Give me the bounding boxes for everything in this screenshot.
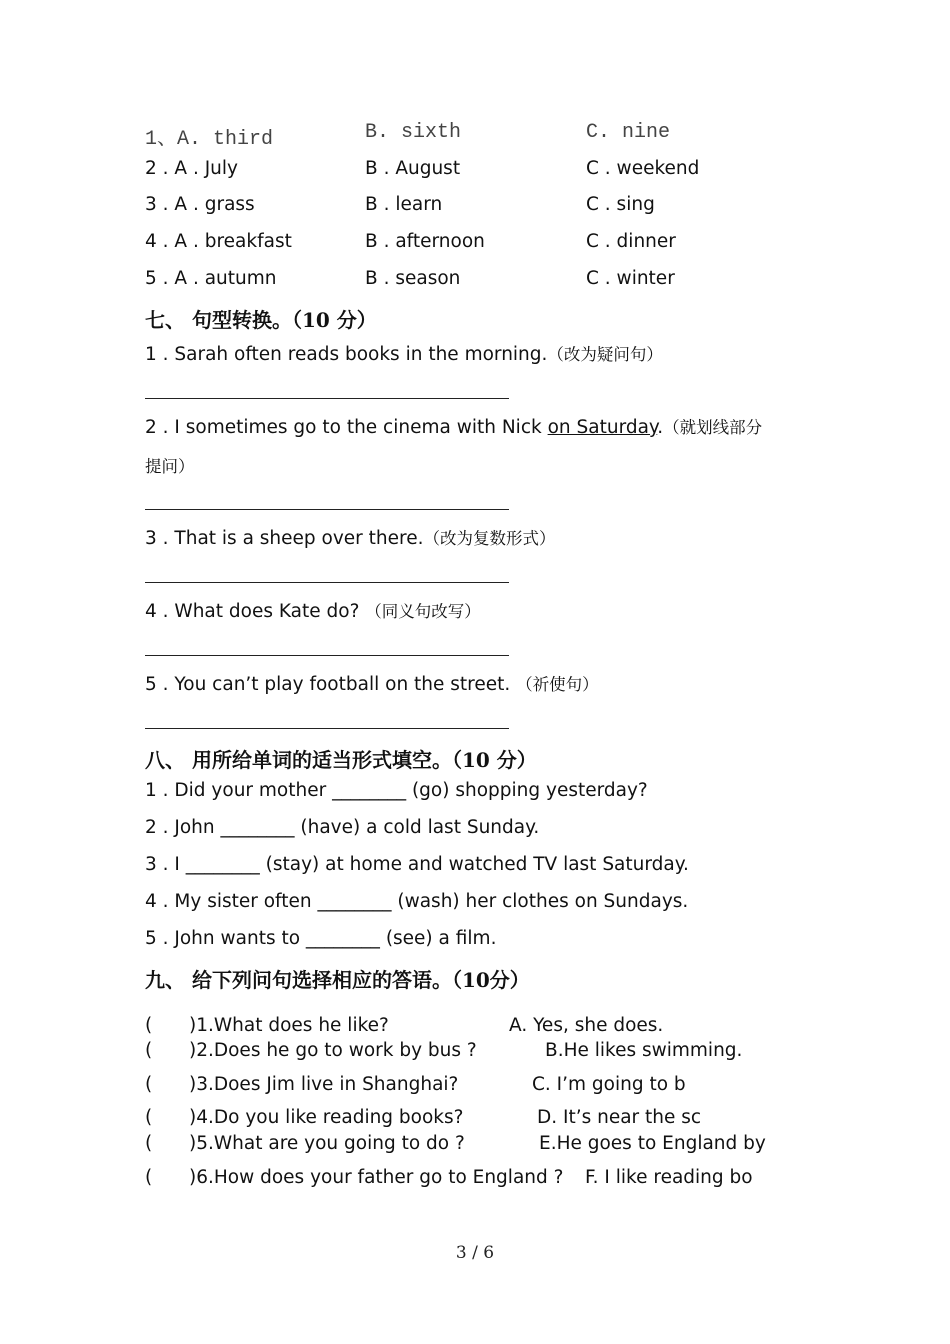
section-9-q2-paren: ( (145, 1040, 153, 1061)
choice-row-3-option-a: A . grass (174, 194, 255, 215)
section-9-q5-text: )5.What are you going to do ? (189, 1133, 465, 1154)
section-7-item-2-underlined: on Saturday (547, 417, 658, 438)
section-7-item-5 (145, 671, 599, 695)
section-8-item-3: 3 . I ________ (stay) at home and watched TV last Saturday. (145, 854, 689, 875)
section-7-item-2-period: . (657, 417, 664, 438)
choice-row-4-option-c: C . dinner (586, 231, 676, 252)
choice-row-2-number: 2 . (145, 158, 175, 179)
section-9-answer-f: F. I like reading bo (585, 1167, 753, 1188)
choice-row-5-option-a: A . autumn (174, 268, 277, 289)
choice-row-4 (145, 231, 292, 252)
choice-row-1 (145, 121, 273, 151)
section-7-item-3-hint: （改为复数形式） (423, 529, 556, 548)
section-9-title: 九、 给下列问句选择相应的答语。（10分） (145, 968, 530, 992)
section-7-item-1-hint: （改为疑问句） (547, 345, 663, 364)
section-8-item-2: 2 . John ________ (have) a cold last Sunday. (145, 817, 540, 838)
section-7-item-5-text: 5 . You can’t play football on the street. (145, 674, 517, 695)
choice-row-1-number: 1、 (145, 128, 178, 151)
section-7-item-5-hint: （祈使句） (516, 675, 599, 694)
section-9-answer-b: B.He likes swimming. (545, 1040, 743, 1061)
choice-row-4-option-a: A . breakfast (174, 231, 292, 252)
section-9-q3-paren: ( (145, 1074, 153, 1095)
section-9-answer-a: A. Yes, she does. (509, 1015, 664, 1036)
section-9-answer-d: D. It’s near the sc (537, 1107, 702, 1128)
section-7-item-2-hint-cont: 提问） (145, 457, 195, 476)
section-7-item-1 (145, 341, 663, 365)
choice-row-2-option-a: A . July (174, 158, 238, 179)
choice-row-5-option-b: B . season (365, 268, 461, 289)
section-7-item-4 (145, 598, 481, 622)
choice-row-1-option-a: A. third (177, 128, 274, 151)
section-7-item-3-text: 3 . That is a sheep over there. (145, 528, 424, 549)
choice-row-5-number: 5 . (145, 268, 175, 289)
choice-row-4-option-b: B . afternoon (365, 231, 485, 252)
choice-row-5 (145, 268, 277, 289)
page-number: 3 / 6 (455, 1243, 495, 1263)
choice-row-3-option-c: C . sing (586, 194, 655, 215)
section-8-item-1: 1 . Did your mother ________ (go) shopping yesterday? (145, 780, 648, 801)
section-8-item-5: 5 . John wants to ________ (see) a film. (145, 928, 497, 949)
section-9-q3-text: )3.Does Jim live in Shanghai? (189, 1074, 459, 1095)
section-7-title: 七、 句型转换。（10 分） (145, 308, 377, 332)
choice-row-2 (145, 158, 238, 179)
answer-line-3[interactable] (145, 582, 509, 583)
choice-row-2-option-c: C . weekend (586, 158, 700, 179)
choice-row-2-option-b: B . August (365, 158, 461, 179)
choice-row-5-option-c: C . winter (586, 268, 675, 289)
section-9-q6-text: )6.How does your father go to England ? (189, 1167, 564, 1188)
section-9-q4-paren: ( (145, 1107, 153, 1128)
section-8-item-4: 4 . My sister often ________ (wash) her clothes on Sundays. (145, 891, 689, 912)
answer-line-1[interactable] (145, 398, 509, 399)
section-7-item-1-text: 1 . Sarah often reads books in the morning. (145, 344, 548, 365)
section-7-item-2 (145, 414, 762, 438)
section-9-q6-paren: ( (145, 1167, 153, 1188)
section-7-item-4-text: 4 . What does Kate do? (145, 601, 366, 622)
choice-row-4-number: 4 . (145, 231, 175, 252)
section-7-item-3 (145, 525, 556, 549)
section-9-answer-e: E.He goes to England by (539, 1133, 766, 1154)
section-7-item-2-hint: （就划线部分 (663, 418, 763, 437)
answer-line-2[interactable] (145, 509, 509, 510)
section-9-q2-text: )2.Does he go to work by bus ? (189, 1040, 477, 1061)
choice-row-1-option-c: C. nine (586, 121, 671, 144)
choice-row-1-option-b: B. sixth (365, 121, 462, 144)
section-7-item-2-text: 2 . I sometimes go to the cinema with Nick (145, 417, 548, 438)
section-9-answer-c: C. I’m going to b (532, 1074, 686, 1095)
answer-line-4[interactable] (145, 655, 509, 656)
choice-row-3-option-b: B . learn (365, 194, 443, 215)
choice-row-3 (145, 194, 255, 215)
section-9-q4-text: )4.Do you like reading books? (189, 1107, 464, 1128)
answer-line-5[interactable] (145, 728, 509, 729)
choice-row-3-number: 3 . (145, 194, 175, 215)
section-8-title: 八、 用所给单词的适当形式填空。（10 分） (145, 748, 537, 772)
section-9-q5-paren: ( (145, 1133, 153, 1154)
section-9-q1-text: )1.What does he like? (189, 1015, 389, 1036)
section-7-item-4-hint: （同义句改写） (365, 602, 481, 621)
section-9-q1-paren: ( (145, 1015, 153, 1036)
